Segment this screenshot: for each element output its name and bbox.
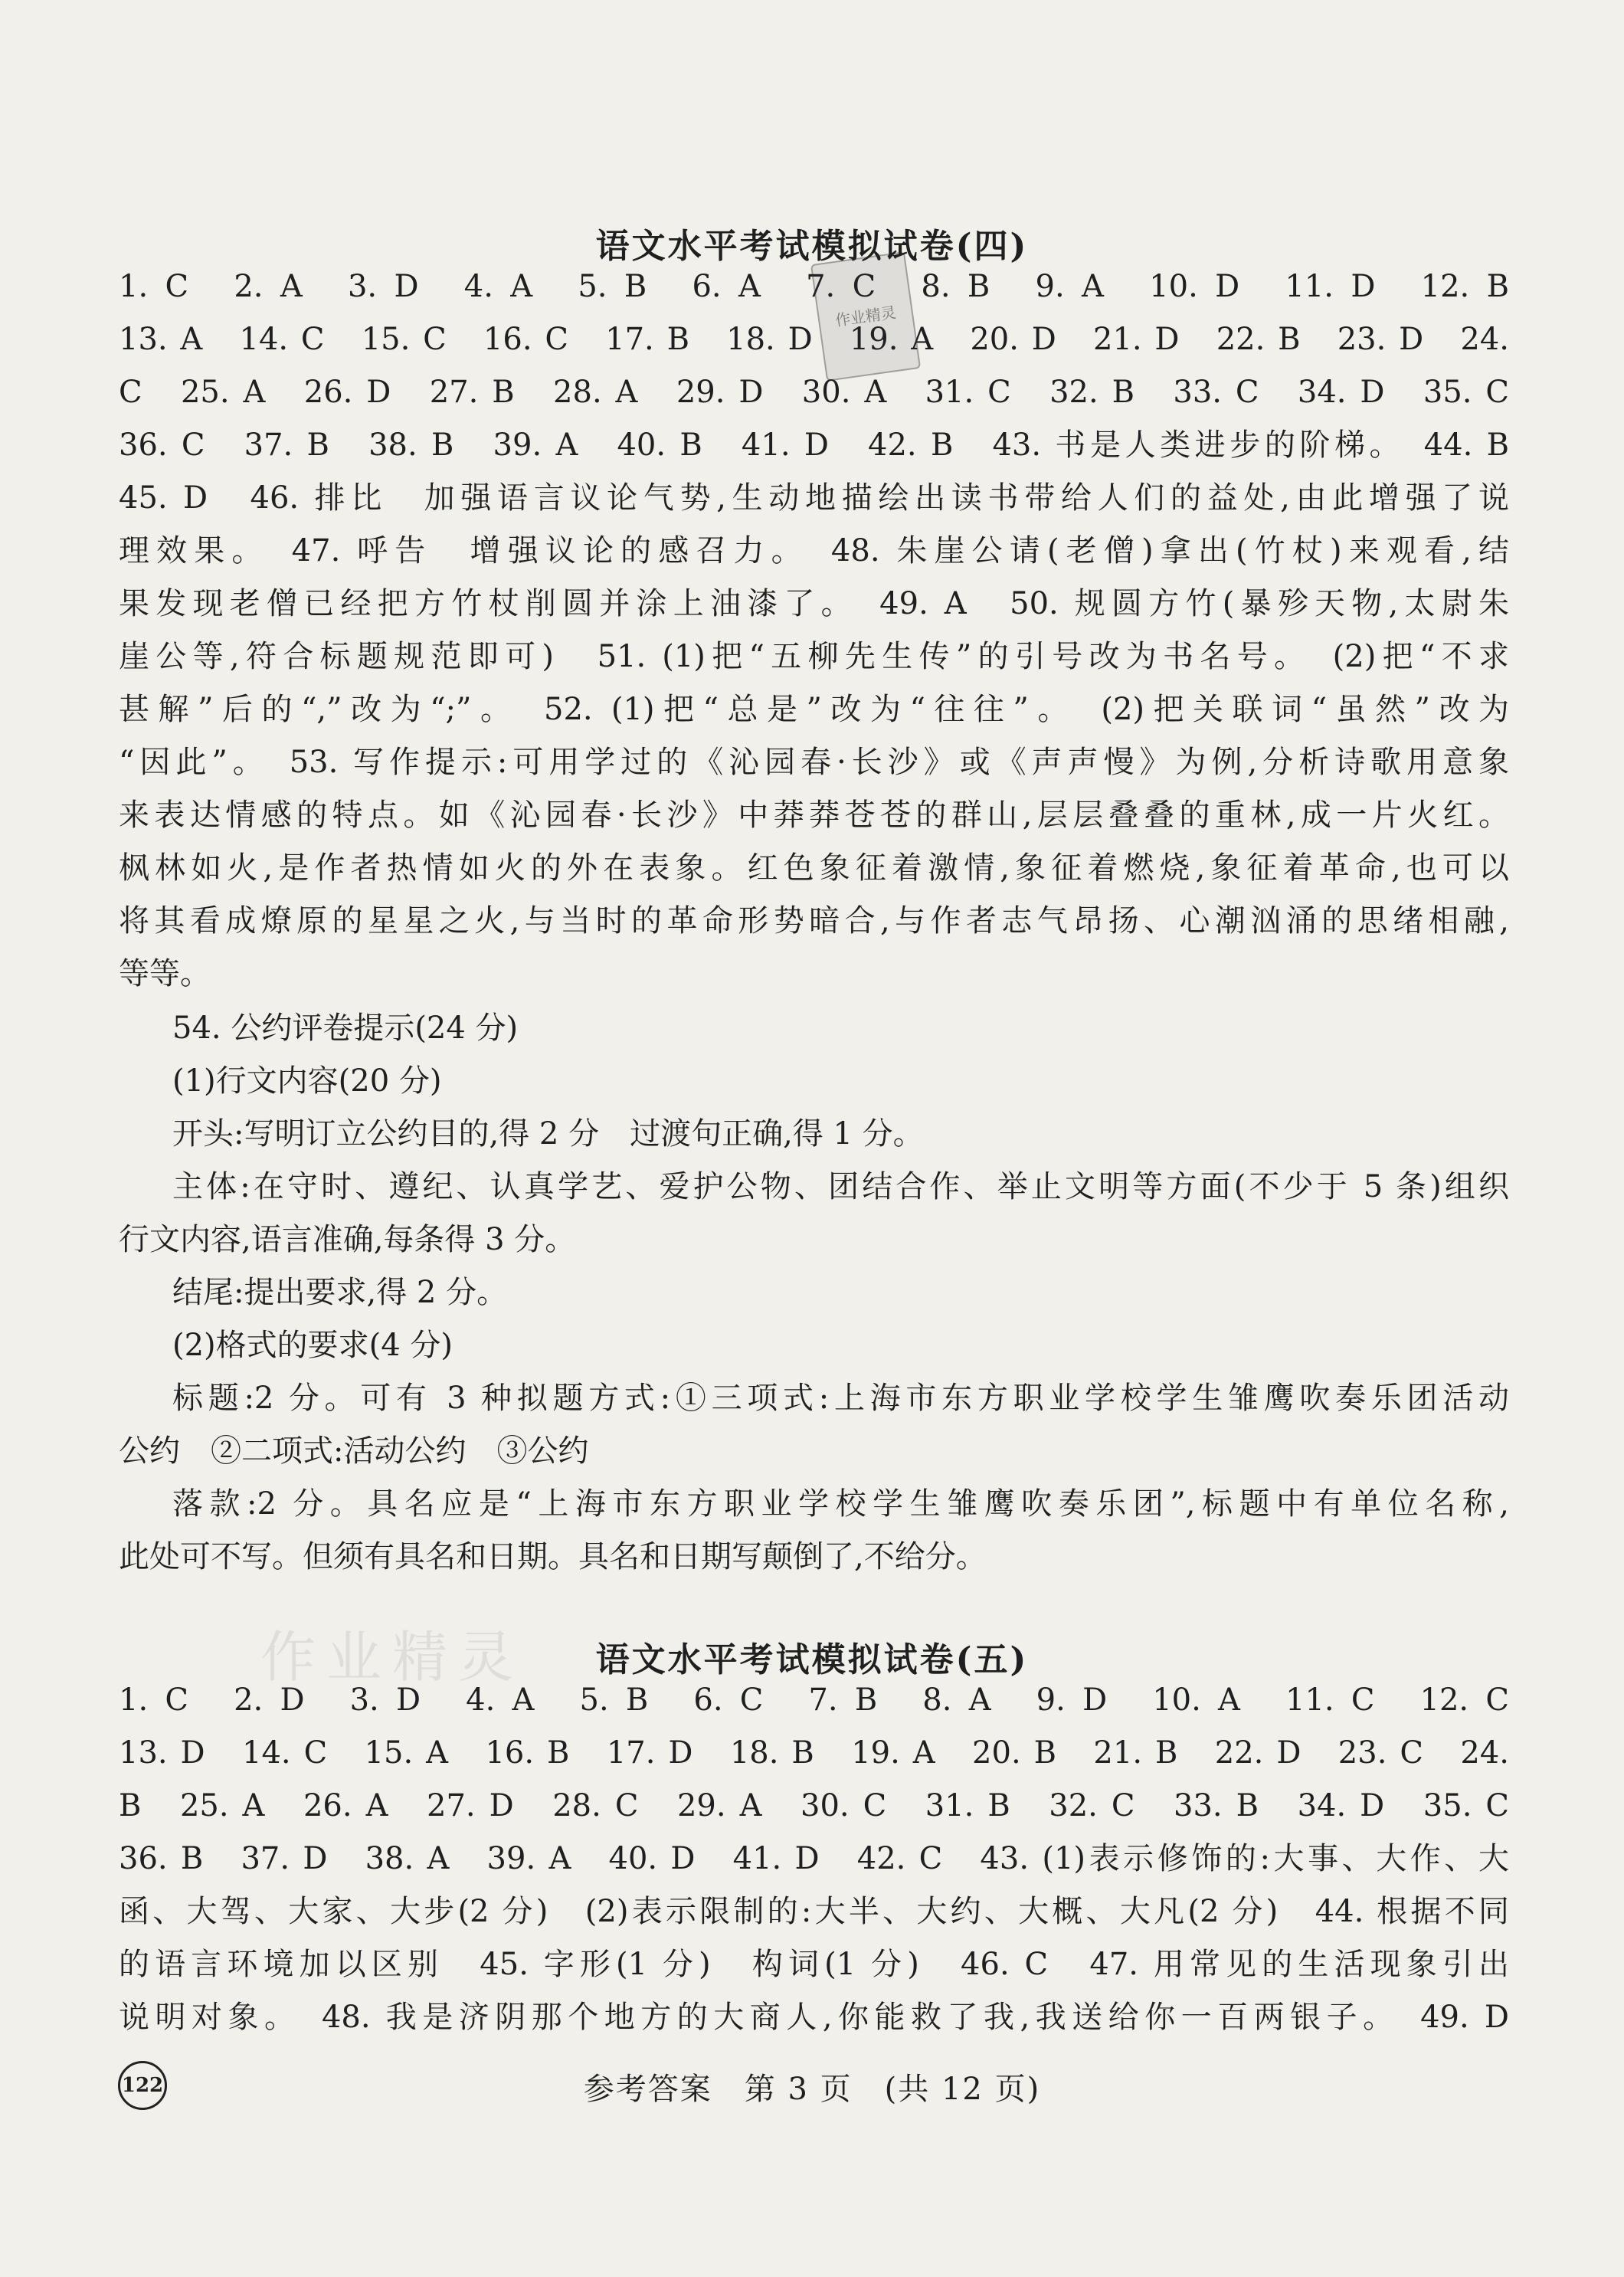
- s4-line-1: 1. C 2. A 3. D 4. A 5. B 6. A 7. C 8. B 9. A 10. D 11. D 12. B: [119, 269, 1509, 304]
- stamp-mark: [810, 251, 921, 382]
- s4-line-13: 将其看成燎原的星星之火,与当时的革命形势暗合,与作者志气昂扬、心潮汹涌的思绪相融,: [119, 903, 1509, 939]
- s4-line-12: 枫林如火,是作者热情如火的外在表象。红色象征着激情,象征着燃烧,象征着革命,也可以: [119, 850, 1509, 886]
- page-footer: 参考答案 第 3 页 (共 12 页): [583, 2072, 1041, 2107]
- s4-line-23: 公约 ②二项式:活动公约 ③公约: [119, 1433, 589, 1469]
- s4-line-19: 行文内容,语言准确,每条得 3 分。: [119, 1222, 576, 1257]
- s4-line-22: 标题:2 分。可有 3 种拟题方式:①三项式:上海市东方职业学校学生雏鹰吹奏乐团活动: [172, 1381, 1509, 1416]
- s4-line-3: C 25. A 26. D 27. B 28. A 29. D 30. A 31. C 32. B 33. C 34. D 35. C: [119, 375, 1509, 410]
- s4-line-10: “因此”。 53. 写作提示:可用学过的《沁园春·长沙》或《声声慢》为例,分析诗歌用意象: [119, 745, 1509, 780]
- s4-line-5: 45. D 46. 排比 加强语言议论气势,生动地描绘出读书带给人们的益处,由此增强了说: [119, 480, 1509, 516]
- s4-line-4: 36. C 37. B 38. B 39. A 40. B 41. D 42. B 43. 书是人类进步的阶梯。 44. B: [119, 428, 1509, 463]
- s5-line-4: 36. B 37. D 38. A 39. A 40. D 41. D 42. C 43. (1)表示修饰的:大事、大作、大: [119, 1841, 1509, 1876]
- s4-line-6: 理效果。 47. 呼告 增强议论的感召力。 48. 朱崖公请(老僧)拿出(竹杖)来观看,结: [119, 533, 1509, 568]
- s4-line-7: 果发现老僧已经把方竹杖削圆并涂上油漆了。 49. A 50. 规圆方竹(暴殄天物,太尉朱: [119, 586, 1509, 621]
- s5-line-7: 说明对象。 48. 我是济阴那个地方的大商人,你能救了我,我送给你一百两银子。 49. D: [119, 2000, 1509, 2035]
- section-4-title: 语文水平考试模拟试卷(四): [595, 227, 1029, 266]
- watermark: 作业精灵: [260, 1625, 525, 1689]
- s4-line-18: 主体:在守时、遵纪、认真学艺、爱护公物、团结合作、举止文明等方面(不少于 5 条)组织: [172, 1169, 1509, 1204]
- section-5-title: 语文水平考试模拟试卷(五): [595, 1640, 1029, 1679]
- s4-line-17: 开头:写明订立公约目的,得 2 分 过渡句正确,得 1 分。: [172, 1116, 924, 1152]
- s4-line-9: 甚解”后的“,”改为“;”。 52. (1)把“总是”改为“往往”。 (2)把关联词“虽然”改为: [119, 692, 1509, 727]
- s4-line-14: 等等。: [119, 956, 211, 991]
- stamp-text: 作业精灵: [833, 303, 898, 330]
- s4-line-2: 13. A 14. C 15. C 16. C 17. B 18. D 19. A 20. D 21. D 22. B 23. D 24.: [119, 322, 1509, 357]
- s4-line-20: 结尾:提出要求,得 2 分。: [172, 1275, 508, 1310]
- s4-line-15: 54. 公约评卷提示(24 分): [172, 1011, 519, 1046]
- s4-line-21: (2)格式的要求(4 分): [172, 1328, 453, 1363]
- s5-line-1: 1. C 2. D 3. D 4. A 5. B 6. C 7. B 8. A 9. D 10. A 11. C 12. C: [119, 1682, 1509, 1718]
- s4-line-8: 崖公等,符合标题规范即可) 51. (1)把“五柳先生传”的引号改为书名号。 (2)把“不求: [119, 639, 1509, 674]
- s4-line-11: 来表达情感的特点。如《沁园春·长沙》中莽莽苍苍的群山,层层叠叠的重林,成一片火红。: [119, 798, 1509, 833]
- s5-line-5: 函、大驾、大家、大步(2 分) (2)表示限制的:大半、大约、大概、大凡(2 分) 44. 根据不同: [119, 1894, 1509, 1929]
- s5-line-3: B 25. A 26. A 27. D 28. C 29. A 30. C 31. B 32. C 33. B 34. D 35. C: [119, 1788, 1509, 1823]
- s4-line-24: 落款:2 分。具名应是“上海市东方职业学校学生雏鹰吹奏乐团”,标题中有单位名称,: [172, 1486, 1509, 1522]
- s5-line-2: 13. D 14. C 15. A 16. B 17. D 18. B 19. A 20. B 21. B 22. D 23. C 24.: [119, 1735, 1509, 1771]
- page-number-badge: 122: [118, 2061, 167, 2110]
- s4-line-25: 此处可不写。但须有具名和日期。具名和日期写颠倒了,不给分。: [119, 1539, 987, 1574]
- s5-line-6: 的语言环境加以区别 45. 字形(1 分) 构词(1 分) 46. C 47. 用常见的生活现象引出: [119, 1947, 1509, 1982]
- s4-line-16: (1)行文内容(20 分): [172, 1063, 442, 1099]
